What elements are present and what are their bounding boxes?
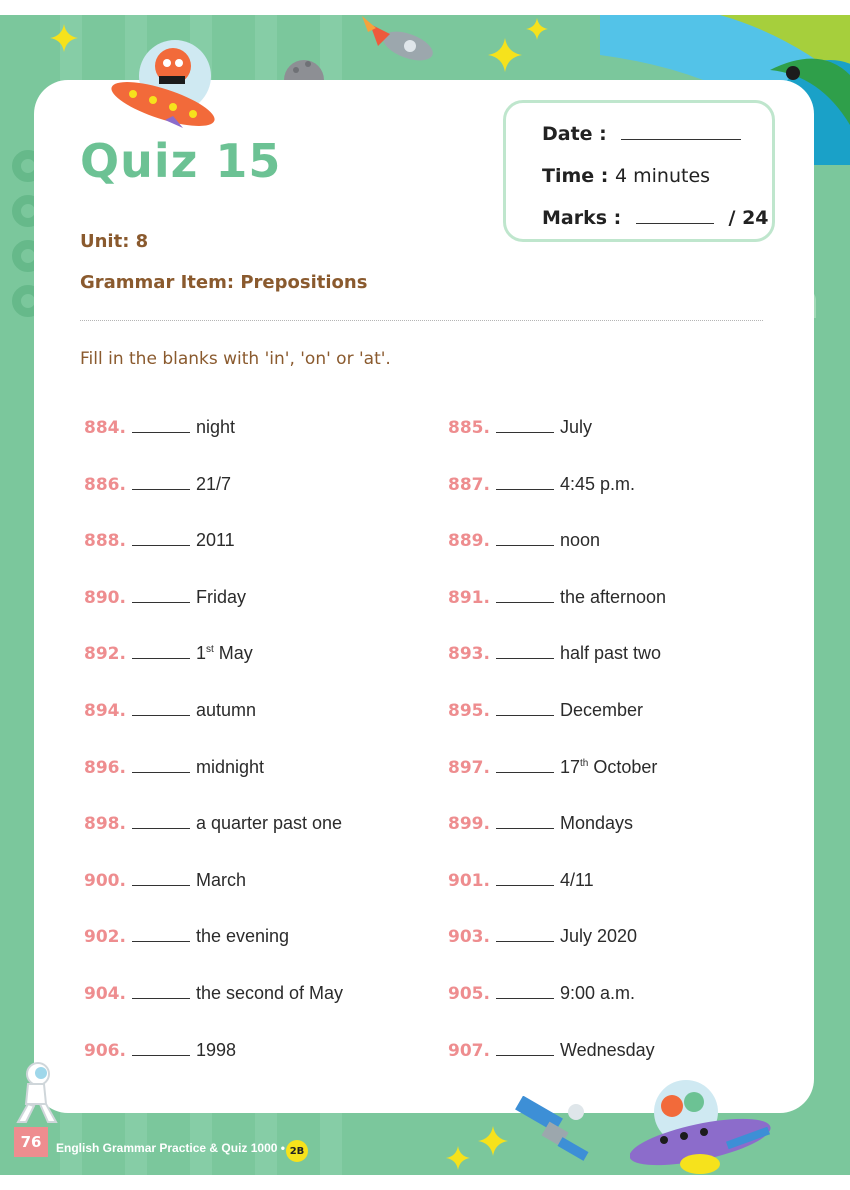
question-text: 4:45 p.m. <box>559 473 635 494</box>
question-item <box>84 757 264 778</box>
question-text: October <box>588 756 658 777</box>
question-text: Mondays <box>559 813 633 834</box>
date-label: Date : <box>542 123 607 145</box>
question-text: the afternoon <box>559 586 667 607</box>
planet-icon <box>282 52 326 80</box>
question-number: 889. <box>448 531 490 552</box>
question-number: 897. <box>448 757 490 778</box>
question-number: 902. <box>84 927 126 948</box>
question-text: July <box>559 417 592 437</box>
ufo-alien-icon <box>630 1076 774 1174</box>
question-number: 886. <box>84 474 126 495</box>
question-item <box>448 983 635 1004</box>
answer-blank[interactable] <box>132 658 190 659</box>
answer-blank[interactable] <box>132 489 190 490</box>
answer-blank[interactable] <box>132 1055 190 1056</box>
question-number: 901. <box>448 870 490 891</box>
question-item <box>84 926 289 947</box>
question-item <box>448 643 661 664</box>
question-text: half past two <box>559 643 662 664</box>
question-item <box>448 870 594 891</box>
question-item <box>84 813 342 834</box>
answer-blank[interactable] <box>496 772 554 773</box>
question-number: 895. <box>448 701 490 721</box>
answer-blank[interactable] <box>132 998 190 999</box>
answer-blank[interactable] <box>132 545 190 546</box>
satellite-icon <box>514 1096 596 1162</box>
marks-total: / 24 <box>728 207 769 229</box>
question-number: 900. <box>84 870 126 891</box>
question-item <box>84 417 235 438</box>
ordinal-suffix: th <box>579 757 589 769</box>
star-icon <box>446 1146 470 1170</box>
ordinal-suffix: st <box>205 644 214 656</box>
date-blank[interactable] <box>621 139 741 140</box>
question-number: 898. <box>84 814 126 835</box>
question-text: midnight <box>195 756 264 777</box>
unit-label: Unit: 8 <box>80 231 149 252</box>
answer-blank[interactable] <box>496 941 554 942</box>
question-item <box>448 813 633 834</box>
question-date-number: 17 <box>559 756 580 777</box>
star-icon <box>478 1126 508 1156</box>
question-date-number: 1 <box>195 643 206 664</box>
grammar-item-label: Grammar Item: Prepositions <box>80 272 368 293</box>
star-icon <box>526 18 548 40</box>
question-item <box>448 474 635 495</box>
question-number: 887. <box>448 474 490 495</box>
answer-blank[interactable] <box>496 602 554 603</box>
question-number: 892. <box>84 644 126 665</box>
question-text: 1998 <box>195 1039 236 1060</box>
question-number: 904. <box>84 984 126 1004</box>
question-text: May <box>213 643 253 664</box>
ufo-alien-icon <box>105 36 217 128</box>
quiz-title: Quiz 15 <box>80 134 282 188</box>
question-item <box>448 757 657 778</box>
astronaut-icon <box>8 1060 58 1126</box>
quiz-meta-box <box>503 100 775 242</box>
question-item <box>84 587 246 608</box>
question-number: 885. <box>448 418 490 438</box>
question-item <box>448 417 592 438</box>
marks-row <box>542 207 769 229</box>
answer-blank[interactable] <box>132 772 190 773</box>
question-text: 2011 <box>195 530 235 551</box>
question-item <box>84 700 256 721</box>
question-item <box>448 587 666 608</box>
star-icon <box>488 38 522 72</box>
question-text: Friday <box>195 586 246 607</box>
question-item <box>84 870 246 891</box>
marks-blank[interactable] <box>636 223 714 224</box>
answer-blank[interactable] <box>496 1055 554 1056</box>
question-text: the evening <box>195 926 290 947</box>
question-number: 893. <box>448 644 490 665</box>
question-item <box>84 983 343 1004</box>
question-text: the second of May <box>195 983 344 1003</box>
question-text: 9:00 a.m. <box>559 983 635 1003</box>
question-number: 890. <box>84 587 126 608</box>
question-number: 906. <box>84 1040 126 1061</box>
question-text: 21/7 <box>195 473 231 494</box>
answer-blank[interactable] <box>496 489 554 490</box>
question-number: 884. <box>84 418 126 438</box>
question-number: 907. <box>448 1040 490 1061</box>
question-text: Wednesday <box>559 1039 655 1060</box>
question-text: autumn <box>195 700 256 720</box>
level-badge: 2B <box>286 1140 308 1162</box>
question-item <box>448 926 637 947</box>
question-item <box>448 530 600 551</box>
question-text: noon <box>559 530 600 551</box>
answer-blank[interactable] <box>496 885 554 886</box>
question-item <box>448 1040 655 1061</box>
answer-blank[interactable] <box>496 545 554 546</box>
marks-label: Marks : <box>542 207 622 229</box>
answer-blank[interactable] <box>132 828 190 829</box>
question-item <box>84 530 235 551</box>
answer-blank[interactable] <box>132 602 190 603</box>
question-item <box>84 474 231 495</box>
answer-blank[interactable] <box>132 715 190 716</box>
divider <box>80 320 763 321</box>
question-number: 894. <box>84 701 126 721</box>
rocket-icon <box>360 16 440 66</box>
question-number: 891. <box>448 587 490 608</box>
question-item <box>84 1040 236 1061</box>
question-text: March <box>195 869 246 890</box>
book-title: English Grammar Practice & Quiz 1000 • <box>56 1141 285 1155</box>
question-number: 905. <box>448 984 490 1004</box>
answer-blank[interactable] <box>496 432 554 433</box>
time-label: Time : <box>542 165 609 187</box>
question-number: 896. <box>84 757 126 778</box>
question-text: 4/11 <box>559 869 594 890</box>
time-row <box>542 165 710 187</box>
star-icon <box>50 24 78 52</box>
answer-blank[interactable] <box>496 998 554 999</box>
question-text: a quarter past one <box>195 813 343 834</box>
question-text: December <box>559 700 643 720</box>
question-number: 903. <box>448 927 490 948</box>
instruction-text: Fill in the blanks with 'in', 'on' or 'at'. <box>80 349 391 369</box>
answer-blank[interactable] <box>496 658 554 659</box>
date-row <box>542 123 741 145</box>
answer-blank[interactable] <box>496 715 554 716</box>
answer-blank[interactable] <box>132 941 190 942</box>
question-item <box>448 700 643 721</box>
question-number: 899. <box>448 814 490 835</box>
answer-blank[interactable] <box>132 432 190 433</box>
question-number: 888. <box>84 531 126 552</box>
answer-blank[interactable] <box>132 885 190 886</box>
question-text: night <box>195 417 235 437</box>
question-text: July 2020 <box>559 926 638 947</box>
time-value: 4 minutes <box>615 165 711 187</box>
page-number: 76 <box>14 1127 48 1157</box>
answer-blank[interactable] <box>496 828 554 829</box>
question-item <box>84 643 253 664</box>
